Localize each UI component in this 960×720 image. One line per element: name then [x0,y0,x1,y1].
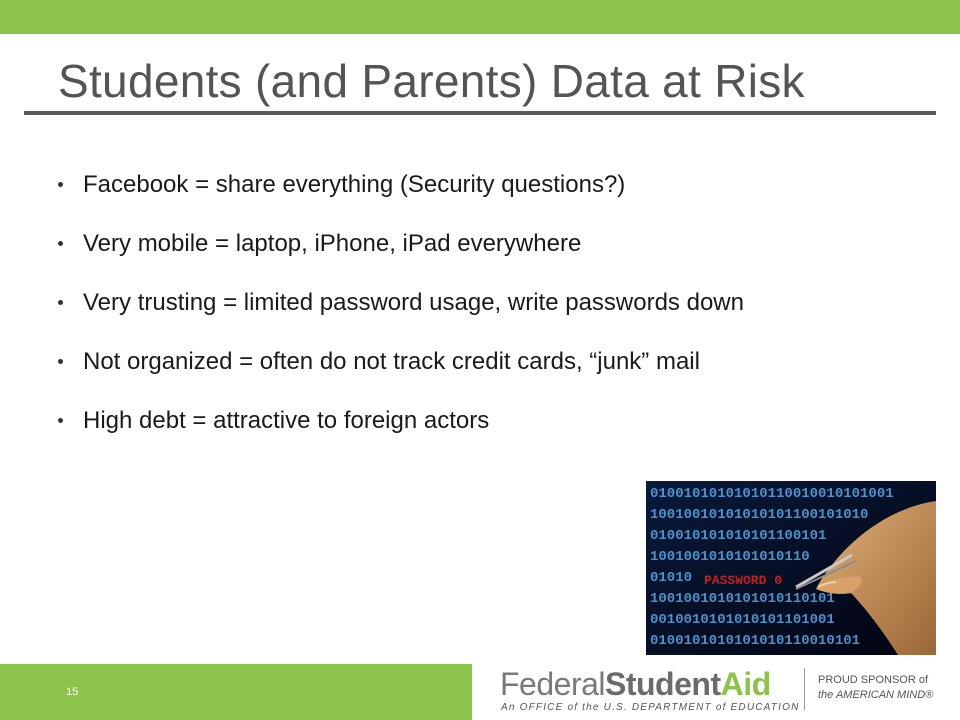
logo-federal-text: Federal [500,666,605,702]
binary-row: 1001001010101010110101 [650,591,835,607]
bullet-dot-icon [58,300,63,305]
bullet-text: High debt = attractive to foreign actors [83,407,490,434]
password-label: PASSWORD 0 [704,573,783,588]
binary-row: 01010 [650,570,693,586]
bullet-dot-icon [58,241,63,246]
bullet-text: Not organized = often do not track credit cards, “junk” mail [83,348,700,375]
logo-student-text: Student [605,666,721,702]
title-underline [24,111,936,115]
bullet-dot-icon [58,182,63,187]
sponsor-text [818,673,933,703]
bullet-item [58,170,918,200]
password-photo-graphic [646,481,936,655]
logo-tagline: An OFFICE of the U.S. DEPARTMENT of EDUCATION [501,702,800,713]
bullet-list [58,170,918,465]
bullet-text: Very trusting = limited password usage, write passwords down [83,289,744,316]
binary-row: 10010010101010101100101010 [650,507,869,523]
bullet-dot-icon [58,359,63,364]
binary-row: 0100101010101010110010101 [650,633,861,649]
bullet-item [58,347,918,377]
logo-aid-text: Aid [720,666,771,702]
bullet-item [58,406,918,436]
federal-student-aid-logo [500,664,820,714]
binary-row: 1001001010101010110 [650,549,810,565]
page-number: 15 [66,686,79,698]
binary-row: 01001010101010110010010101001 [650,486,894,502]
logo-divider [804,668,805,710]
bullet-item [58,229,918,259]
bullet-text: Facebook = share everything (Security questions?) [83,171,626,198]
binary-row: 010010101010101100101 [650,528,827,544]
password-binary-photo [646,481,936,655]
logo-wordmark [500,666,771,702]
top-accent-bar [0,0,960,34]
sponsor-line-2: the AMERICAN MIND® [818,689,934,701]
bullet-item [58,288,918,318]
bullet-dot-icon [58,418,63,423]
binary-row: 0010010101010101101001 [650,612,835,628]
sponsor-line-1: PROUD SPONSOR of [818,674,929,686]
bullet-text: Very mobile = laptop, iPhone, iPad everywhere [83,230,582,257]
slide-title: Students (and Parents) Data at Risk [58,55,805,107]
